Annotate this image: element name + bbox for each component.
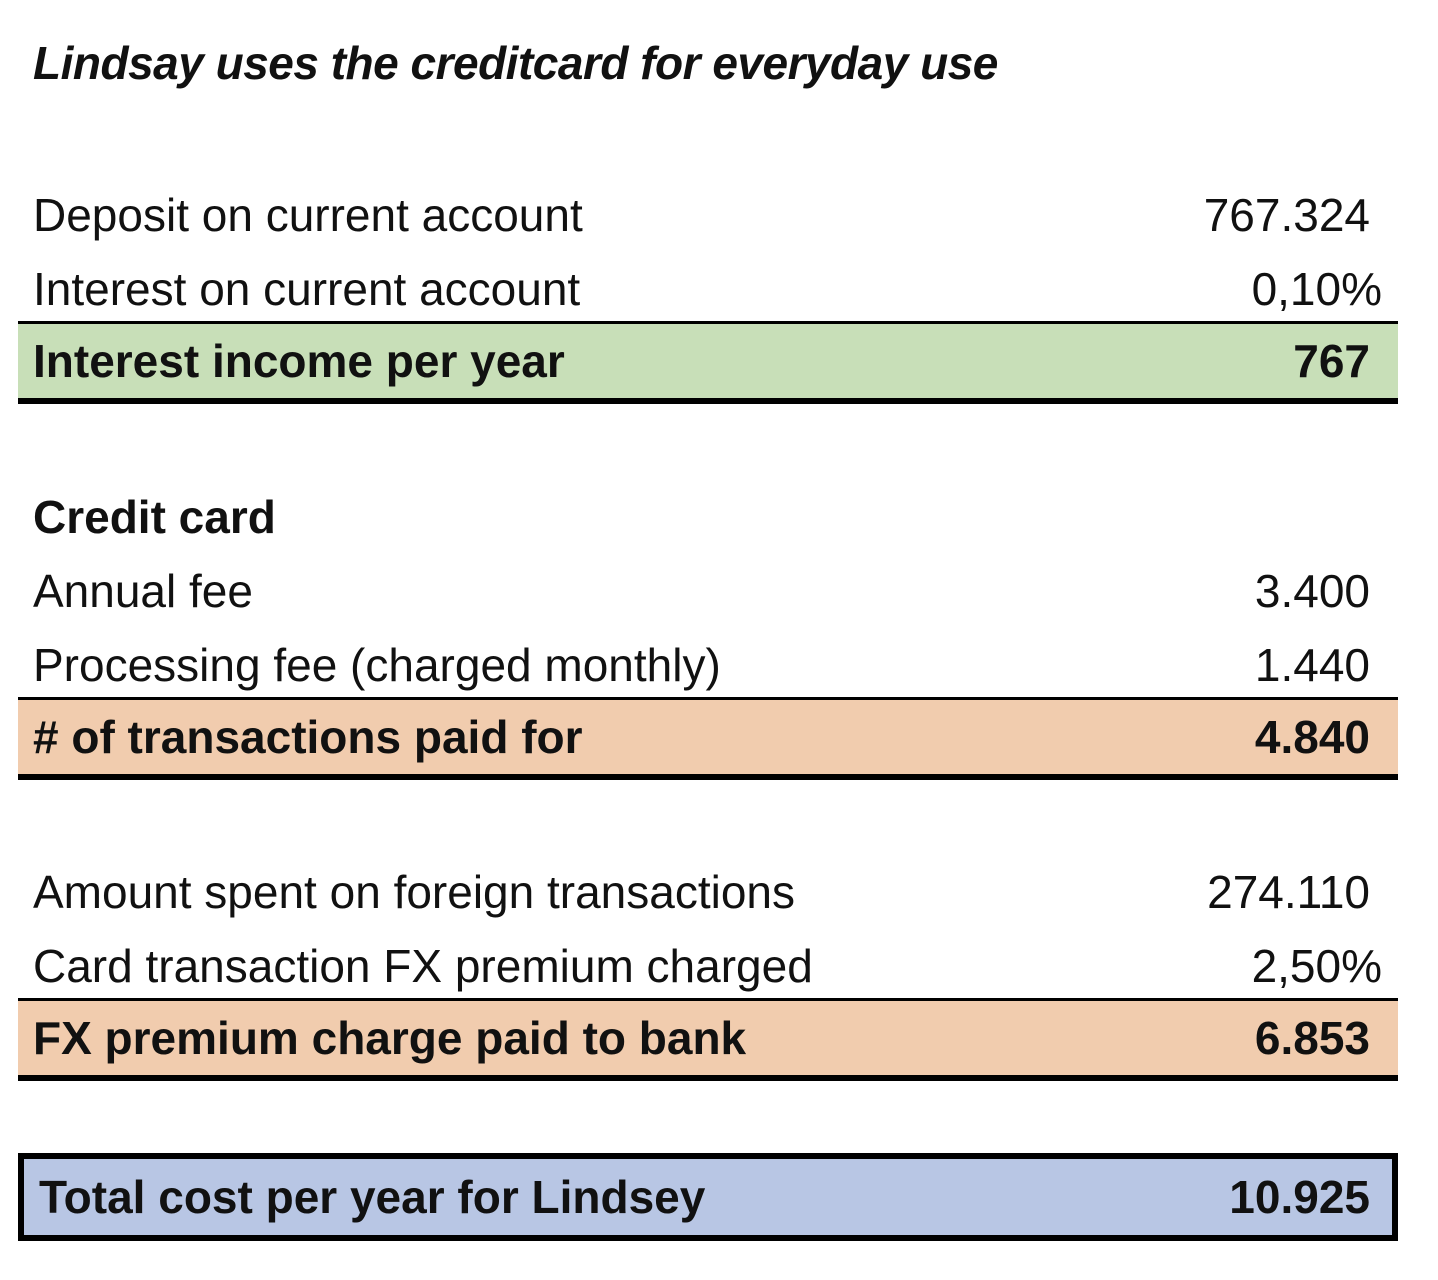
fx-premium-paid-label: FX premium charge paid to bank: [33, 1012, 747, 1064]
transactions-paid-value: 4.840: [1254, 711, 1370, 763]
processing-fee-label: Processing fee (charged monthly): [33, 639, 721, 691]
deposit-label: Deposit on current account: [33, 189, 583, 241]
annual-fee-row: [18, 554, 1398, 628]
processing-fee-row: [18, 628, 1398, 702]
total-cost-value: 10.925: [1229, 1171, 1370, 1223]
credit-card-heading: Credit card: [33, 491, 276, 543]
deposit-row: [18, 178, 1398, 252]
interest-rate-row: [18, 252, 1398, 326]
transactions-paid-row: [18, 697, 1398, 780]
transactions-paid-label: # of transactions paid for: [33, 711, 583, 763]
interest-rate-value: 0,10%: [1251, 263, 1382, 315]
fx-premium-rate-row: [18, 929, 1398, 1003]
fx-premium-paid-row: [18, 998, 1398, 1081]
fx-premium-paid-value: 6.853: [1254, 1012, 1370, 1064]
fx-premium-rate-value: 2,50%: [1251, 940, 1382, 992]
annual-fee-label: Annual fee: [33, 565, 253, 617]
interest-income-label: Interest income per year: [33, 335, 565, 387]
processing-fee-value: 1.440: [1254, 639, 1370, 691]
total-cost-label: Total cost per year for Lindsey: [39, 1171, 706, 1223]
annual-fee-value: 3.400: [1254, 565, 1370, 617]
interest-income-row: [18, 321, 1398, 404]
interest-rate-label: Interest on current account: [33, 263, 581, 315]
fx-premium-rate-label: Card transaction FX premium charged: [33, 940, 813, 992]
page-title: Lindsay uses the creditcard for everyday use: [33, 37, 998, 89]
interest-income-value: 767: [1293, 335, 1370, 387]
credit-card-heading-row: [18, 480, 1398, 554]
foreign-spent-row: [18, 855, 1398, 929]
foreign-spent-label: Amount spent on foreign transactions: [33, 866, 796, 918]
foreign-spent-value: 274.110: [1207, 866, 1370, 918]
total-cost-row: [18, 1153, 1398, 1241]
deposit-value: 767.324: [1203, 189, 1370, 241]
